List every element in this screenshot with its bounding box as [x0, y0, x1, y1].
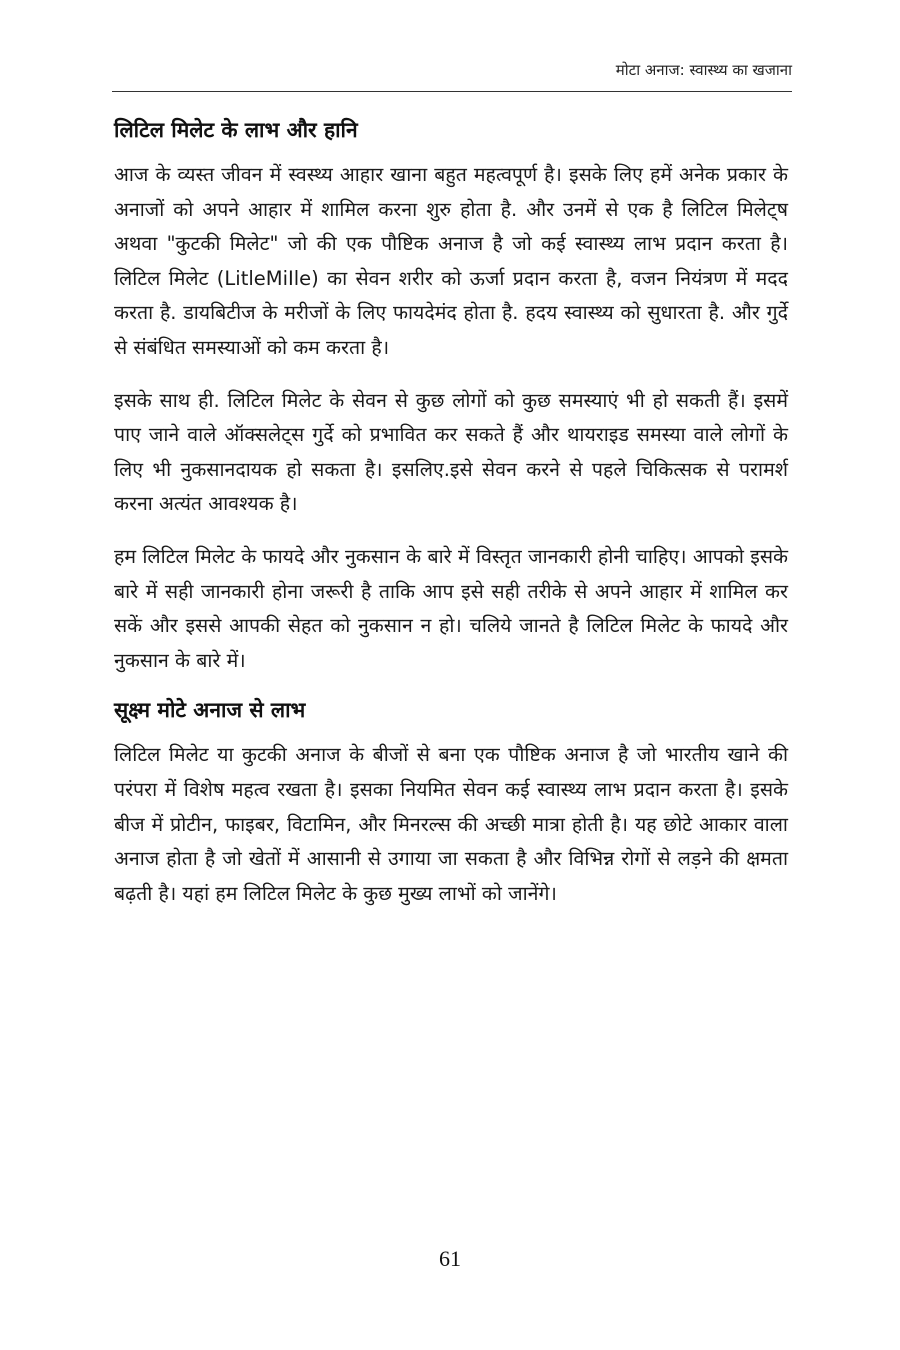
- paragraph-side-effects: इसके साथ ही. लिटिल मिलेट के सेवन से कुछ लोगों को कुछ समस्याएं भी हो सकती हैं। इसमें पाए जाने वाले ऑक्सलेट्स गुर्दे को प्रभावित कर सकते हैं और थायराइड समस्या वाले लोगों के लिए भी नुकसानदायक हो सकता है। इसलिए.इसे सेवन करने से पहले चिकित्सक से परामर्श करना अत्यंत आवश्यक है।: [114, 388, 788, 516]
- running-header: मोटा अनाज: स्वास्थ्य का खजाना: [615, 61, 792, 79]
- paragraph-awareness: हम लिटिल मिलेट के फायदे और नुकसान के बारे में विस्तृत जानकारी होनी चाहिए। आपको इसके बारे में सही जानकारी होना जरूरी है ताकि आप इसे सही तरीके से अपने आहार में शामिल कर सकें और इससे आपकी सेहत को नुकसान न हो। चलिये जानते है लिटिल मिलेट के फायदे और नुकसान के बारे में।: [114, 544, 788, 672]
- paragraph-millet-nutrition: लिटिल मिलेट या कुटकी अनाज के बीजों से बना एक पौष्टिक अनाज है जो भारतीय खाने की परंपरा में विशेष महत्व रखता है। इसका नियमित सेवन कई स्वास्थ्य लाभ प्रदान करता है। इसके बीज में प्रोटीन, फाइबर, विटामिन, और मिनरल्स की अच्छी मात्रा होती है। यह छोटे आकार वाला अनाज होता है जो खेतों में आसानी से उगाया जा सकता है और विभिन्न रोगों से लड़ने की क्षमता बढ़ती है। यहां हम लिटिल मिलेट के कुछ मुख्य लाभों को जानेंगे।: [114, 743, 788, 905]
- page-number: 61: [439, 1246, 461, 1271]
- header-rule: [112, 91, 792, 92]
- section-heading-millet-benefits: सूक्ष्म मोटे अनाज से लाभ: [114, 698, 306, 723]
- paragraph-intro: आज के व्यस्त जीवन में स्वस्थ्य आहार खाना बहुत महत्वपूर्ण है। इसके लिए हमें अनेक प्रकार के अनाजों को अपने आहार में शामिल करना शुरु होता है. और उनमें से एक है लिटिल मिलेट्ष अथवा "कुटकी मिलेट" जो की एक पौष्टिक अनाज है जो कई स्वास्थ्य लाभ प्रदान करता है। लिटिल मिलेट (LitleMiIle) का सेवन शरीर को ऊर्जा प्रदान करता है, वजन नियंत्रण में मदद करता है. डायबिटीज के मरीजों के लिए फायदेमंद होता है. हदय स्वास्थ्य को सुधारता है. और गुर्दे से संबंधित समस्याओं को कम करता है।: [114, 163, 788, 359]
- page-content: [114, 110, 788, 929]
- section-heading-benefits-and-harms: लिटिल मिलेट के लाभ और हानि: [114, 118, 358, 142]
